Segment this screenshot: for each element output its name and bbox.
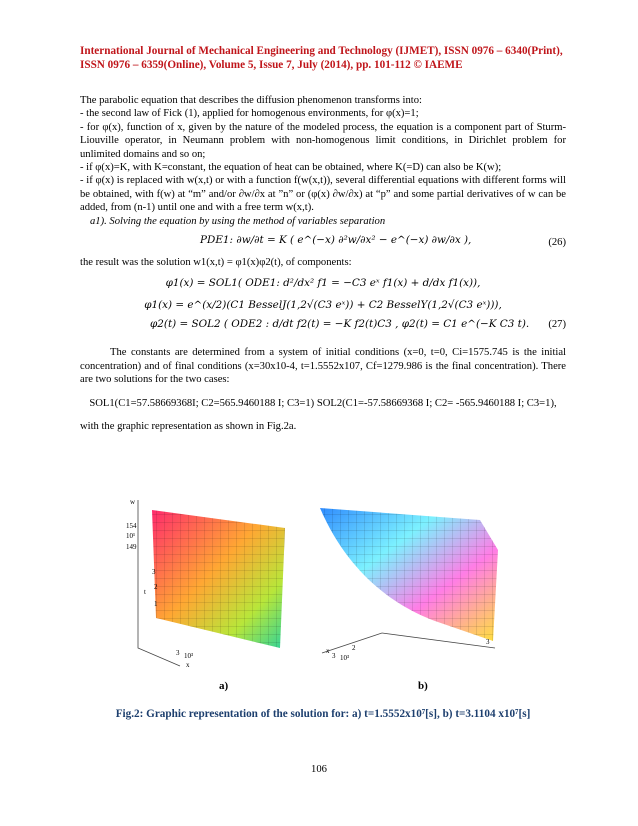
phi1-ode: φ1(x) = SOL1( ODE1: d²/dx² f1 = −C3 eˣ f1(x) + d/dx f1(x)), bbox=[165, 277, 481, 290]
plot-a-tick-1: 1 bbox=[154, 600, 158, 608]
plot-a-mesh bbox=[152, 510, 285, 648]
plot-b-tick-3: 3 bbox=[332, 652, 336, 660]
plot-b-tick-3b: 3 bbox=[486, 638, 490, 646]
plot-a-tick-3b: 3 bbox=[176, 649, 180, 657]
plot-a-tick-149: 149 bbox=[126, 543, 137, 551]
bullet-sturm-liouville: - for φ(x), function of x, given by the nature of the modeled process, the equation is a component part of Sturm-Liouville operator, in Neumann problem with non-homogenous limit conditions, in Dirichlet problem for unlimited domains and so on; bbox=[80, 121, 566, 160]
journal-header bbox=[80, 44, 566, 72]
body-text bbox=[80, 94, 566, 433]
plot-b-tick-2: 2 bbox=[352, 644, 356, 652]
solutions-line: SOL1(C1=57.58669368I; C2=565.9460188 I; C3=1) SOL2(C1=-57.58669368 I; C2= -565.9460188 I; C3=1), bbox=[89, 397, 557, 409]
figure-caption: Fig.2: Graphic representation of the solution for: a) t=1.5552x10⁷[s], b) t=3.1104 x10⁷[s] bbox=[115, 708, 531, 720]
plot-a-tick-154: 154 bbox=[126, 522, 137, 530]
result-line: the result was the solution w1(x,t) = φ1(x)φ2(t), of components: bbox=[80, 257, 352, 269]
phi2-equation: φ2(t) = SOL2 ( ODE2 : d/dt f2(t) = −K f2(t)C3 , φ2(t) = C1 e^(−K C3 t). bbox=[150, 318, 530, 331]
plot-a bbox=[126, 498, 285, 668]
header-line-2: ISSN 0976 – 6359(Online), Volume 5, Issue 7, July (2014), pp. 101-112 © IAEME bbox=[80, 59, 463, 71]
equation-number-27: (27) bbox=[548, 319, 566, 331]
constants-paragraph: The constants are determined from a system of initial conditions (x=0, t=0, Ci=1575.745 is the initial concentration) and of final conditions (x=30x10-4, t=1.5552x107, Cf=1279.986 is the final concentration). There are two solutions for the two cases: bbox=[80, 347, 566, 386]
plot-a-tick-3a: 3 bbox=[152, 568, 156, 576]
page-number: 106 bbox=[311, 764, 327, 775]
pde-equation: PDE1: ∂w/∂t = K ( e^(−x) ∂²w/∂x² − e^(−x) ∂w/∂x ), bbox=[200, 234, 472, 247]
subfigure-label-b: b) bbox=[418, 680, 428, 692]
bullet-heat-equation: - if φ(x)=K, with K=constant, the equation of heat can be obtained, where K(=D) can also be K(w); bbox=[80, 162, 502, 174]
plot-b bbox=[320, 508, 498, 662]
figure-2 bbox=[100, 498, 540, 668]
equation-26 bbox=[80, 228, 566, 256]
bullet-fick: - the second law of Fick (1), applied for homogenous environments, for φ(x)=1; bbox=[80, 108, 419, 120]
plot-a-tick-2: 2 bbox=[154, 583, 158, 591]
plot-b-mesh bbox=[320, 508, 498, 641]
surface-plots bbox=[100, 498, 540, 668]
intro-paragraph: The parabolic equation that describes the diffusion phenomenon transforms into: bbox=[80, 95, 422, 106]
plot-a-t-label: t bbox=[144, 588, 146, 596]
plot-a-tick-103: 10³ bbox=[184, 652, 194, 660]
graphic-reference: with the graphic representation as shown in Fig.2a. bbox=[80, 420, 297, 432]
plot-a-tick-10: 10¹ bbox=[126, 532, 136, 540]
plot-b-x-label: x bbox=[326, 647, 330, 655]
phi1-bessel: φ1(x) = e^(x/2)(C1 BesselJ(1,2√(C3 eˣ)) + C2 BesselY(1,2√(C3 eˣ))), bbox=[144, 298, 502, 311]
plot-a-w-label: w bbox=[130, 498, 136, 506]
equation-number-26: (26) bbox=[548, 237, 566, 249]
bullet-replacement: - if φ(x) is replaced with w(x,t) or with a function f(w(x,t)), several differential equations with different forms will be obtained, with f(w) at “m” and/or ∂w/∂x at ”n” or (φ(x) ∂w/∂x) at “p” and some partial derivatives of w can be added, from (n-1) until one and with a free term w(x,t). bbox=[80, 175, 566, 214]
equation-27 bbox=[80, 318, 566, 334]
plot-a-x-label: x bbox=[186, 661, 190, 668]
plot-b-tick-103: 10³ bbox=[340, 654, 350, 662]
header-line-1: International Journal of Mechanical Engineering and Technology (IJMET), ISSN 0976 – 6340(Print), bbox=[80, 45, 563, 57]
a1-heading: a1). Solving the equation by using the method of variables separation bbox=[90, 215, 386, 227]
subfigure-label-a: a) bbox=[219, 680, 229, 692]
